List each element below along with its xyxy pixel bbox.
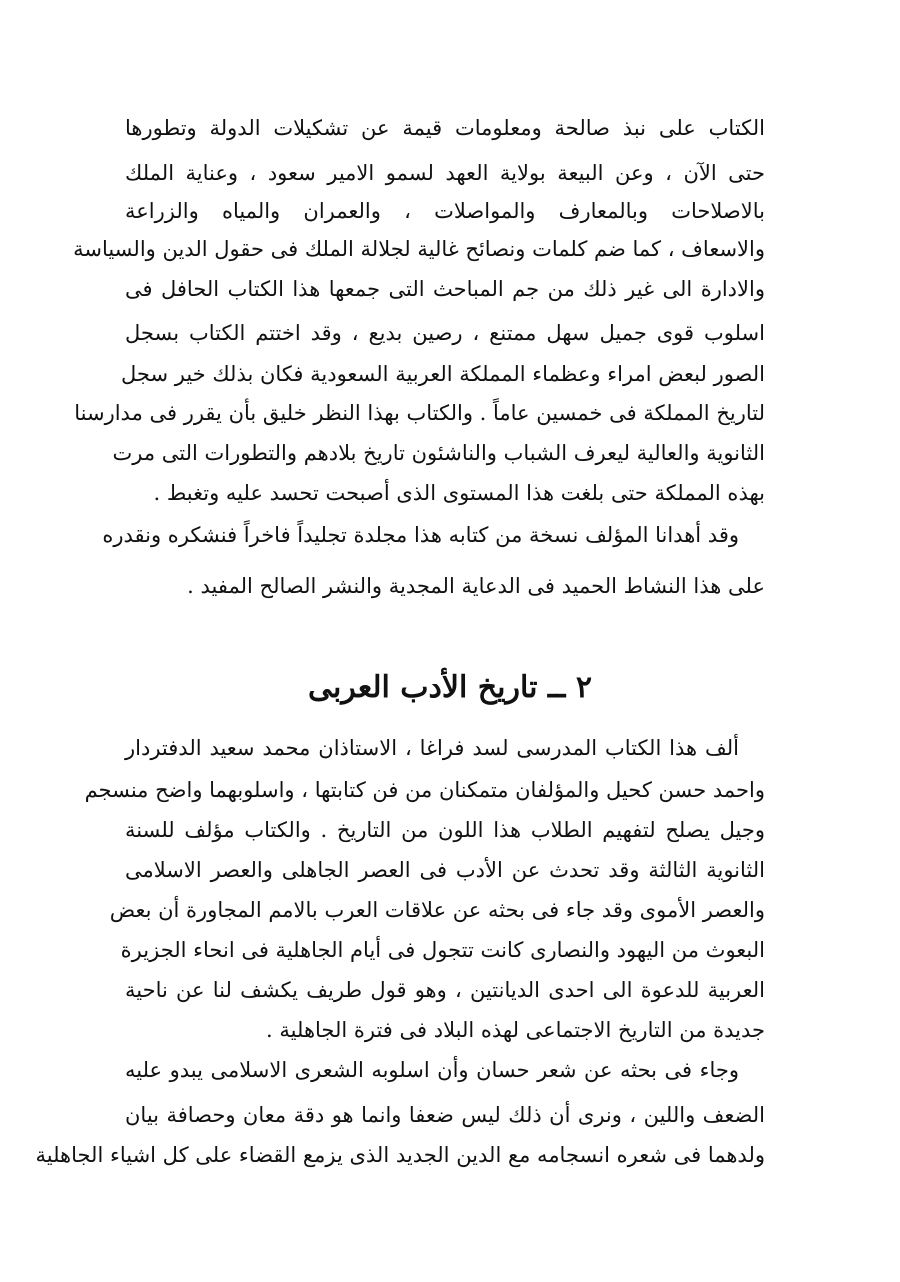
- body-line: واحمد حسن كحيل والمؤلفان متمكنان من فن كتابتها ، واسلوبهما واضح منسجم: [84, 778, 765, 802]
- body-line: الكتاب على نبذ صالحة ومعلومات قيمة عن تشكيلات الدولة وتطورها: [125, 116, 765, 140]
- body-line: العربية للدعوة الى احدى الديانتين ، وهو قول طريف يكشف لنا عن ناحية: [125, 978, 765, 1002]
- section-heading: ٢ ــ تاريخ الأدب العربى: [307, 670, 593, 705]
- body-line: ألف هذا الكتاب المدرسى لسد فراغا ، الاستاذان محمد سعيد الدفتردار: [125, 736, 739, 760]
- body-line: الضعف واللين ، ونرى أن ذلك ليس ضعفا وانما هو دقة معان وحصافة بيان: [125, 1103, 765, 1127]
- body-line: الصور لبعض امراء وعظماء المملكة العربية السعودية فكان بذلك خير سجل: [121, 362, 765, 386]
- body-line: البعوث من اليهود والنصارى كانت تتجول فى أيام الجاهلية فى انحاء الجزيرة: [120, 938, 765, 962]
- body-line: حتى الآن ، وعن البيعة بولاية العهد لسمو الامير سعود ، وعناية الملك: [125, 161, 765, 185]
- body-line: على هذا النشاط الحميد فى الدعاية المجدية والنشر الصالح المفيد .: [187, 574, 765, 598]
- body-line: لتاريخ المملكة فى خمسين عاماً . والكتاب بهذا النظر خليق بأن يقرر فى مدارسنا: [74, 401, 765, 425]
- body-line: وقد أهدانا المؤلف نسخة من كتابه هذا مجلدة تجليداً فاخراً فنشكره ونقدره: [102, 523, 739, 547]
- body-line: جديدة من التاريخ الاجتماعى لهذه البلاد فى فترة الجاهلية .: [266, 1018, 765, 1042]
- body-line: والعصر الأموى وقد جاء فى بحثه عن علاقات العرب بالامم المجاورة أن بعض: [109, 898, 765, 922]
- body-line: ولدهما فى شعره انسجامه مع الدين الجديد الذى يزمع القضاء على كل اشياء الجاهلية: [35, 1143, 765, 1167]
- body-line: بالاصلاحات وبالمعارف والمواصلات ، والعمران والمياه والزراعة: [125, 199, 765, 223]
- body-line: والاسعاف ، كما ضم كلمات ونصائح غالية لجلالة الملك فى حقول الدين والسياسة: [73, 237, 765, 261]
- body-line: اسلوب قوى جميل سهل ممتنع ، رصين بديع ، وقد اختتم الكتاب بسجل: [125, 321, 765, 345]
- body-line: الثانوية والعالية ليعرف الشباب والناشئون تاريخ بلادهم والتطورات التى مرت: [112, 441, 765, 465]
- body-line: والادارة الى غير ذلك من جم المباحث التى جمعها هذا الكتاب الحافل فى: [125, 277, 765, 301]
- body-line: وجاء فى بحثه عن شعر حسان وأن اسلوبه الشعرى الاسلامى يبدو عليه: [125, 1058, 739, 1082]
- body-line: بهذه المملكة حتى بلغت هذا المستوى الذى أصبحت تحسد عليه وتغبط .: [153, 481, 765, 505]
- body-line: الثانوية الثالثة وقد تحدث عن الأدب فى العصر الجاهلى والعصر الاسلامى: [125, 858, 765, 882]
- body-line: وجيل يصلح لتفهيم الطلاب هذا اللون من التاريخ . والكتاب مؤلف للسنة: [125, 818, 765, 842]
